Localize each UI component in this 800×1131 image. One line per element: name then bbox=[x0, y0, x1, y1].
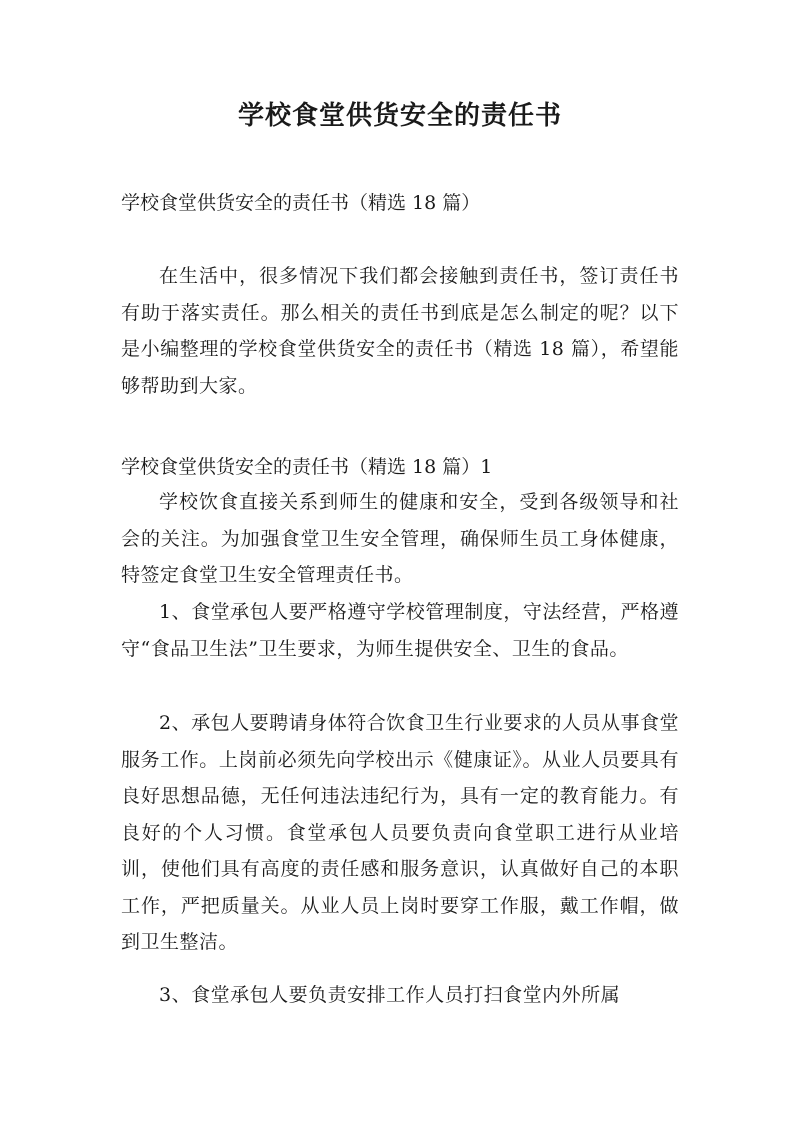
document-title: 学校食堂供货安全的责任书 bbox=[237, 101, 562, 131]
section-heading: 学校食堂供货安全的责任书（精选 18 篇）1 bbox=[121, 456, 493, 478]
intro-paragraph: 在生活中，很多情况下我们都会接触到责任书，签订责任书有助于落实责任。那么相关的责任书到底是怎么制定的呢？以下是小编整理的学校食堂供货安全的责任书（精选 18 篇），希望能够帮助到大家。 bbox=[121, 265, 679, 397]
body-paragraph: 1、食堂承包人要严格遵守学校管理制度，守法经营，严格遵守“食品卫生法”卫生要求，为师生提供安全、卫生的食品。 bbox=[121, 601, 679, 660]
body-paragraph: 2、承包人要聘请身体符合饮食卫生行业要求的人员从事食堂服务工作。上岗前必须先向学校出示《健康证》。从业人员要具有良好思想品德，无任何违法违纪行为，具有一定的教育能力。有良好的个人习惯。食堂承包人员要负责向食堂职工进行从业培训，使他们具有高度的责任感和服务意识，认真做好自己的本职工作，严把质量关。从业人员上岗时要穿工作服，戴工作帽，做到卫生整洁。 bbox=[121, 712, 679, 953]
document-subtitle: 学校食堂供货安全的责任书（精选 18 篇） bbox=[121, 192, 481, 214]
body-paragraph: 学校饮食直接关系到师生的健康和安全，受到各级领导和社会的关注。为加强食堂卫生安全管理，确保师生员工身体健康，特签定食堂卫生安全管理责任书。 bbox=[121, 491, 679, 586]
body-paragraph: 3、食堂承包人要负责安排工作人员打扫食堂内外所属 bbox=[159, 984, 621, 1006]
